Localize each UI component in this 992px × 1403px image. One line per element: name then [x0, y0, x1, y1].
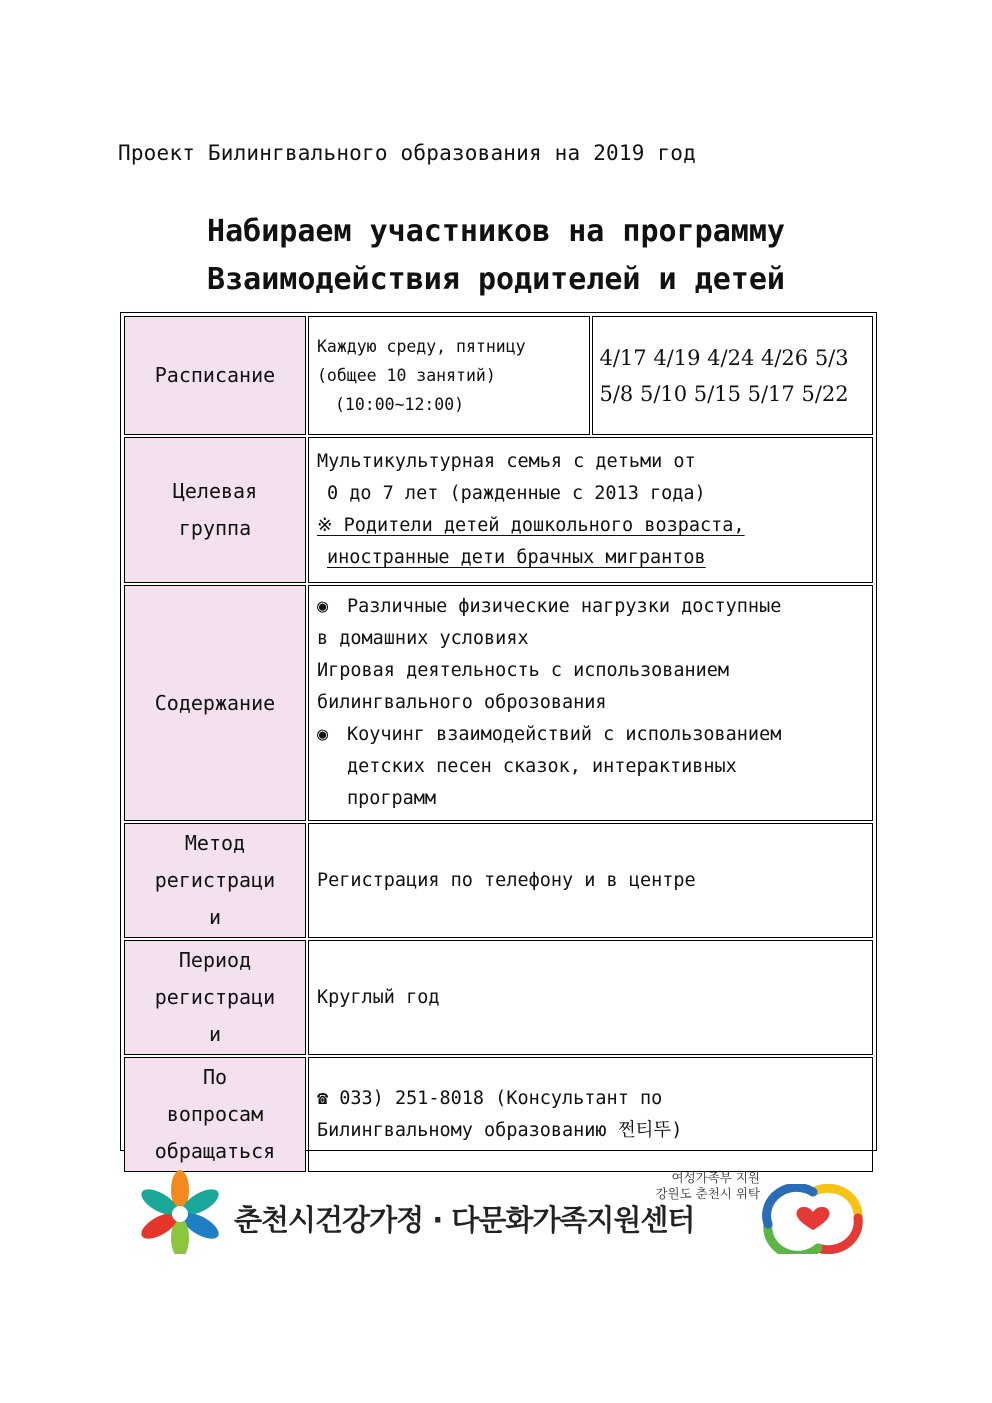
radio-bullet-icon: ◉ [316, 724, 329, 745]
table-row-method [124, 823, 873, 938]
heart-ring-logo-icon [758, 1184, 868, 1254]
table-row-schedule [124, 316, 873, 435]
target-note-line-2: иностранные дети брачных мигрантов [326, 547, 706, 568]
content-label: Содержание [124, 585, 306, 821]
headline-line-2: Взаимодействия родителей и детей [207, 262, 785, 297]
flower-logo-icon [130, 1170, 230, 1254]
schedule-dates-line-2: 5/8 5/10 5/15 5/17 5/22 [599, 381, 849, 406]
target-label-line-1: Целевая [172, 479, 258, 503]
headline-line-1: Набираем участников на программу [207, 214, 785, 249]
content-item-1-line-1: Различные физические нагрузки доступные [346, 596, 782, 617]
contact-label-line-1: По [202, 1065, 228, 1089]
content-value [308, 585, 873, 821]
target-note-line-1: ※ Родители детей дошкольного возраста, [316, 515, 745, 536]
content-bullet-2 [317, 719, 864, 815]
schedule-days-line-1: Каждую среду, пятницу [316, 337, 526, 356]
content-item-2-line-3: программ [346, 788, 437, 809]
content-item-2-line-1: Коучинг взаимодействий с использованием [346, 724, 782, 745]
table-row-contact [124, 1057, 873, 1172]
contact-label-line-3: обращаться [154, 1139, 276, 1163]
period-label [124, 940, 306, 1055]
content-item-2-line-2: детских песен сказок, интерактивных [346, 756, 737, 777]
support-text [655, 1170, 760, 1202]
content-item-1-line-2: в домашних условиях [316, 628, 529, 649]
schedule-dates-cell [592, 316, 873, 435]
support-line-2: 강원도 춘천시 위탁 [655, 1186, 760, 1201]
contact-line-2: Билингвальному образованию 쩐티뚜) [316, 1119, 683, 1141]
content-plain-line-2: билингвального оброзования [316, 692, 607, 713]
schedule-days-cell [308, 316, 591, 435]
method-label-line-1: Метод [184, 831, 246, 855]
schedule-dates-line-1: 4/17 4/19 4/24 4/26 5/3 [599, 345, 849, 370]
method-label-line-2: регистраци [154, 868, 276, 892]
target-line-2: 0 до 7 лет (ражденные с 2013 года) [326, 483, 706, 504]
content-bullet-1 [317, 591, 864, 623]
schedule-time: (10:00~12:00) [334, 395, 465, 414]
project-subtitle: Проект Билингвального образования на 2019 год [118, 141, 696, 165]
method-label-line-3: и [208, 905, 221, 929]
contact-value [308, 1057, 873, 1172]
contact-line-1 [317, 1083, 864, 1115]
center-logo [130, 1170, 870, 1254]
center-name: 춘천시건강가정 · 다문화가족지원센터 [234, 1203, 695, 1237]
table-row-content [124, 585, 873, 821]
target-value [308, 437, 873, 583]
headline [120, 208, 872, 304]
period-label-line-3: и [208, 1022, 221, 1046]
period-label-line-1: Период [178, 948, 252, 972]
contact-phone: 033) 251-8018 (Консультант по [339, 1087, 663, 1109]
schedule-label: Расписание [124, 316, 306, 435]
period-value: Круглый год [308, 940, 873, 1055]
period-label-line-2: регистраци [154, 985, 276, 1009]
target-line-1: Мультикультурная семья с детьми от [316, 451, 696, 472]
contact-label-line-2: вопросам [166, 1102, 264, 1126]
schedule-days-line-2: (общее 10 занятий) [316, 366, 496, 385]
method-label [124, 823, 306, 938]
target-label [124, 437, 306, 583]
method-value: Регистрация по телефону и в центре [308, 823, 873, 938]
program-info-table [122, 314, 875, 1174]
phone-icon: ☎ [316, 1087, 329, 1109]
radio-bullet-icon: ◉ [316, 596, 329, 617]
content-plain-line-1: Игровая деятельность с использованием [316, 660, 730, 681]
target-label-line-2: группа [178, 516, 252, 540]
table-row-target [124, 437, 873, 583]
support-line-1: 여성가족부 지원 [671, 1170, 760, 1185]
table-row-period [124, 940, 873, 1055]
contact-label [124, 1057, 306, 1172]
